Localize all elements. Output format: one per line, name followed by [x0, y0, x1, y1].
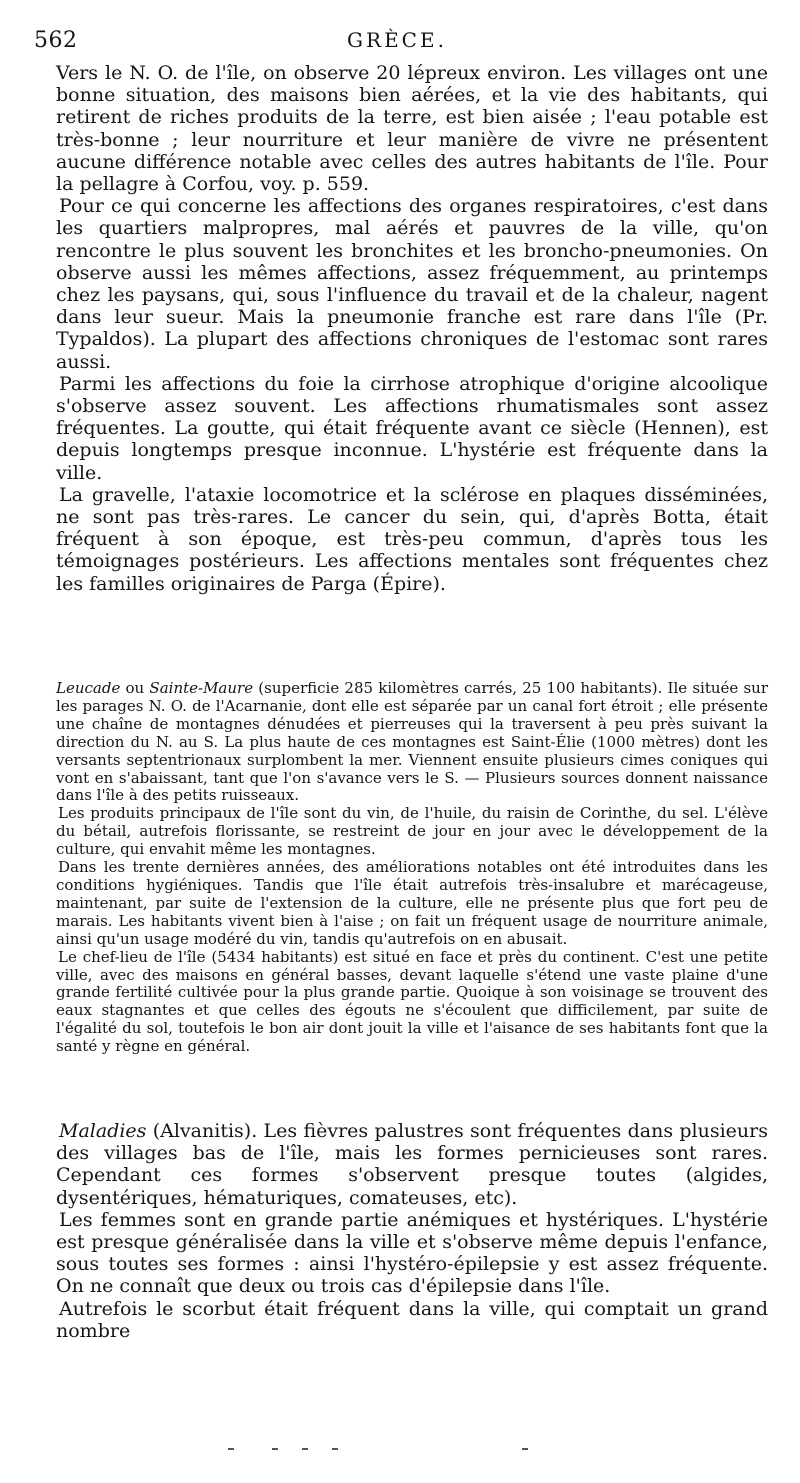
section-pellagra-respiratory — [56, 62, 768, 595]
paragraph-chef-lieu: Le chef-lieu de l'île (5434 habitants) est situé en face et près du continent. C'est une petite ville, avec des maisons en général basses, devant laquelle s'étend une vaste plaine d'une grande fertilité cultivée pour la plus grande partie. Quoique à son voisinage se trouvent des eaux stagnantes et que celles des égouts ne s'écoulent que difficilement, par suite de l'égalité du sol, toutefois le bon air dont jouit la ville et l'aisance de ses habitants font que la santé y règne en général. — [56, 947, 768, 1056]
paragraph-products: Les produits principaux de l'île sont du vin, de l'huile, du raisin de Corinthe, du sel. L'élève du bétail, autrefois florissante, se restreint de jour en jour avec le développement de la culture, qui envahit même les montagnes. — [56, 804, 768, 859]
page-number: 562 — [34, 28, 78, 53]
section-leucade — [56, 680, 768, 1056]
paragraph-liver: Parmi les affections du foie la cirrhose atrophique d'origine alcoolique s'observe assez souvent. Les affections rhumatismales sont assez fréquentes. La goutte, qui était fréquente avant ce siècle (Hennen), est depuis longtemps presque inconnue. L'hystérie est fréquente dans la ville. — [56, 372, 768, 484]
maladies-text: (Alvanitis). Les fièvres palustres sont fréquentes dans plusieurs des villages bas de l'île, mais les formes pernicieuses sont rares. Cependant ces formes s'observent presque toutes (algides, dysentériques, hématuriques, comateuses, etc). — [56, 1120, 768, 1209]
leucade-connector: ou — [120, 679, 150, 697]
sainte-maure-name: Sainte-Maure — [149, 679, 254, 697]
leucade-intro-text: (superficie 285 kilomètres carrés, 25 100 habitants). Ile située sur les parages N. O. de l'Acarnanie, dont elle est séparée par un canal fort étroit ; elle présente une chaîne de montagnes dénudées et pierreuses qui la traversent à peu près suivant la direction du N. au S. La plus haute de ces montagnes est Saint-Élie (1000 mètres) dont les versants septentrionaux surplombent la mer. Viennent ensuite plusieurs cimes coniques qui vont en s'abaissant, tant que l'on s'avance vers le S. — Plusieurs sources donnent naissance dans l'île à des petits ruisseaux. — [56, 679, 768, 805]
leucade-name: Leucade — [56, 679, 121, 697]
paragraph-respiratory: Pour ce qui concerne les affections des organes respiratoires, c'est dans les quartiers malpropres, mal aérés et pauvres de la ville, qu'on rencontre le plus souvent les bronchites et les broncho-pneumonies. On observe aussi les mêmes affections, assez fréquemment, au printemps chez les paysans, qui, sous l'influence du travail et de la chaleur, nagent dans leur sueur. Mais la pneumonie franche est rare dans l'île (Pr. Typaldos). La plupart des affections chroniques de l'estomac sont rares aussi. — [56, 195, 768, 373]
running-title: GRÈCE. — [347, 28, 447, 52]
paragraph-women: Les femmes sont en grande partie anémiques et hystériques. L'hystérie est presque généralisée dans la ville et s'observe même depuis l'enfance, sous toutes ses formes : ainsi l'hystéro-épilepsie y est assez fréquente. On ne connaît que deux ou trois cas d'épilepsie dans l'île. — [56, 1208, 768, 1298]
footer-rule — [228, 1448, 528, 1454]
paragraph-scurvy: Autrefois le scorbut était fréquent dans la ville, qui comptait un grand nombre — [56, 1297, 768, 1342]
section-maladies — [56, 1120, 768, 1342]
paragraph-gravel: La gravelle, l'ataxie locomotrice et la sclérose en plaques disséminées, ne sont pas très-rares. Le cancer du sein, qui, d'après Botta, était fréquent à son époque, est très-peu commun, d'après tous les témoignages postérieurs. Les affections mentales sont fréquentes chez les familles originaires de Parga (Épire). — [56, 483, 768, 595]
paragraph-lepers: Vers le N. O. de l'île, on observe 20 lépreux environ. Les villages ont une bonne situation, des maisons bien aérées, et la vie des habitants, qui retirent de riches produits de la terre, est bien aisée ; l'eau potable est très-bonne ; leur nourriture et leur manière de vivre ne présentent aucune différence notable avec celles des autres habitants de l'île. Pour la pellagre à Corfou, voy. p. 559. — [56, 62, 768, 196]
paragraph-maladies — [56, 1120, 768, 1209]
paragraph-leucade-intro — [56, 680, 768, 805]
page-header — [34, 28, 760, 58]
paragraph-hygiene: Dans les trente dernières années, des améliorations notables ont été introduites dans les conditions hygiéniques. Tandis que l'île était autrefois très-insalubre et marécageuse, maintenant, par suite de l'extension de la culture, elle ne présente plus que fort peu de marais. Les habitants vivent bien à l'aise ; on fait un fréquent usage de nourriture animale, ainsi qu'un usage modéré du vin, tandis qu'autrefois on en abusait. — [56, 858, 768, 948]
maladies-heading: Maladies — [59, 1120, 147, 1142]
